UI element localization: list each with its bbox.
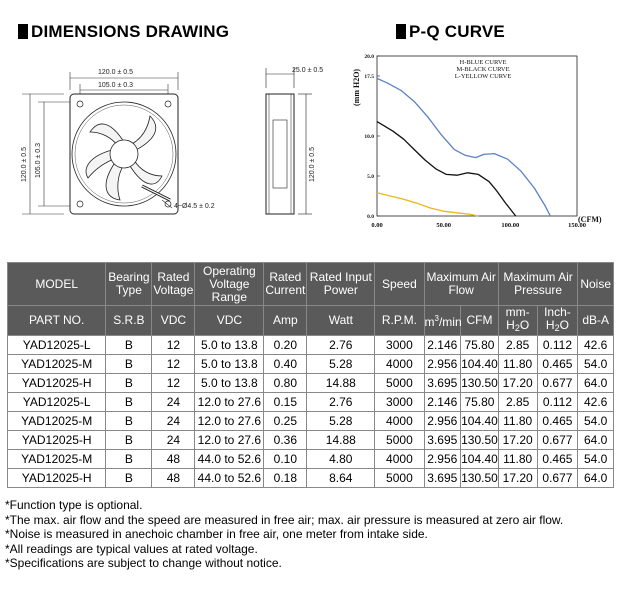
table-cell: 3.695 (424, 374, 461, 393)
table-cell: 8.64 (307, 469, 375, 488)
dimensions-drawing (10, 60, 340, 240)
col-speed: Speed (375, 263, 424, 306)
table-cell: 5.0 to 13.8 (195, 374, 264, 393)
table-row (8, 336, 614, 355)
col-rated-current: Rated Current (264, 263, 307, 306)
table-cell: 75.80 (461, 336, 499, 355)
unit-noise: dB-A (578, 306, 614, 336)
table-cell: YAD12025-L (8, 393, 106, 412)
table-cell: 5.28 (307, 412, 375, 431)
dim-width-hole: 105.0 ± 0.3 (98, 82, 133, 89)
table-row (8, 355, 614, 374)
table-cell: 24 (152, 412, 195, 431)
unit-range: VDC (195, 306, 264, 336)
table-cell: 0.36 (264, 431, 307, 450)
y-tick-label: 20.0 (364, 54, 374, 60)
col-max-air-flow: Maximum Air Flow (424, 263, 498, 306)
table-cell: 11.80 (498, 412, 537, 431)
table-cell: 11.80 (498, 355, 537, 374)
table-cell: 54.0 (578, 355, 614, 374)
table-cell: 12.0 to 27.6 (195, 393, 264, 412)
table-cell: YAD12025-H (8, 469, 106, 488)
col-operating-voltage: Operating Voltage Range (195, 263, 264, 306)
fan-front-view (70, 94, 178, 214)
table-cell: 4000 (375, 355, 424, 374)
table-cell: 0.677 (537, 431, 578, 450)
table-cell: 5000 (375, 374, 424, 393)
y-tick-label: 10.0 (364, 134, 374, 140)
table-cell: 42.6 (578, 393, 614, 412)
fan-side-view (266, 68, 312, 214)
table-cell: 48 (152, 469, 195, 488)
table-cell: 0.15 (264, 393, 307, 412)
table-cell: 0.465 (537, 355, 578, 374)
table-cell: 4000 (375, 412, 424, 431)
table-cell: 2.85 (498, 393, 537, 412)
table-cell: 130.50 (461, 374, 499, 393)
table-cell: 12 (152, 355, 195, 374)
table-row (8, 393, 614, 412)
table-cell: 75.80 (461, 393, 499, 412)
table-cell: 14.88 (307, 374, 375, 393)
title-square-icon (18, 24, 28, 39)
x-tick-label: 50.00 (436, 222, 451, 229)
table-cell: YAD12025-H (8, 431, 106, 450)
x-tick-label: 0.00 (371, 222, 383, 229)
footnote: *The max. air flow and the speed are measured in free air; max. air pressure is measured at zero air flow. (5, 512, 564, 527)
y-tick-label: 17.5 (364, 74, 374, 80)
table-cell: 0.25 (264, 412, 307, 431)
table-cell: 64.0 (578, 431, 614, 450)
table-cell: 44.0 to 52.6 (195, 450, 264, 469)
unit-current: Amp (264, 306, 307, 336)
table-cell: 0.112 (537, 336, 578, 355)
unit-m3min: $m^3/\min$ (424, 306, 461, 336)
x-tick-label: 100.00 (501, 222, 520, 229)
table-cell: B (106, 450, 152, 469)
table-cell: 2.146 (424, 393, 461, 412)
dim-width-outer: 120.0 ± 0.5 (98, 69, 133, 76)
table-cell: 0.677 (537, 374, 578, 393)
table-cell: 5000 (375, 431, 424, 450)
table-cell: 3.695 (424, 469, 461, 488)
unit-cfm: CFM (461, 306, 499, 336)
plot-frame (377, 56, 577, 216)
table-cell: 104.40 (461, 355, 499, 374)
dim-side-height: 120.0 ± 0.5 (309, 147, 316, 182)
col-rated-voltage: Rated Voltage (152, 263, 195, 306)
table-cell: 0.465 (537, 450, 578, 469)
unit-part-no: PART NO. (8, 306, 106, 336)
table-row (8, 374, 614, 393)
y-tick-label: 5.0 (367, 174, 374, 180)
dim-hole-diameter: 4−Ø4.5 ± 0.2 (174, 203, 215, 210)
legend-blue: H-BLUE CURVE (459, 59, 507, 66)
table-row (8, 450, 614, 469)
table-cell: 2.85 (498, 336, 537, 355)
dimensions-title-text: DIMENSIONS DRAWING (31, 22, 230, 41)
legend-black: M-BLACK CURVE (456, 66, 510, 73)
table-cell: 0.40 (264, 355, 307, 374)
title-square-icon (396, 24, 406, 39)
table-cell: 5.28 (307, 355, 375, 374)
table-cell: 64.0 (578, 374, 614, 393)
pq-title-text: P-Q CURVE (409, 22, 505, 41)
table-cell: 3.695 (424, 431, 461, 450)
table-cell: 3000 (375, 393, 424, 412)
footnote: *All readings are typical values at rated voltage. (5, 541, 258, 556)
table-cell: 17.20 (498, 469, 537, 488)
table-cell: 104.40 (461, 450, 499, 469)
table-cell: 2.956 (424, 355, 461, 374)
table-cell: 3000 (375, 336, 424, 355)
x-tick-label: 150.00 (568, 222, 586, 229)
table-cell: 0.18 (264, 469, 307, 488)
table-cell: 2.956 (424, 450, 461, 469)
dim-height-outer: 120.0 ± 0.5 (21, 147, 28, 182)
table-cell: B (106, 469, 152, 488)
table-cell: 4.80 (307, 450, 375, 469)
table-cell: YAD12025-L (8, 336, 106, 355)
pq-curve-chart (345, 48, 620, 238)
table-cell: 24 (152, 431, 195, 450)
table-cell: B (106, 412, 152, 431)
table-cell: 12.0 to 27.6 (195, 412, 264, 431)
table-cell: 2.76 (307, 336, 375, 355)
specifications-table (7, 262, 614, 488)
unit-inchh2o: Inch- $H_2O$ (537, 306, 578, 336)
table-cell: 64.0 (578, 469, 614, 488)
table-cell: 42.6 (578, 336, 614, 355)
unit-voltage: VDC (152, 306, 195, 336)
table-cell: YAD12025-M (8, 355, 106, 374)
table-cell: 54.0 (578, 450, 614, 469)
table-cell: 44.0 to 52.6 (195, 469, 264, 488)
legend-yellow: L-YELLOW CURVE (454, 73, 512, 80)
pq-curve-title (396, 22, 505, 42)
table-cell: 14.88 (307, 431, 375, 450)
col-bearing-type: Bearing Type (106, 263, 152, 306)
dim-height-hole: 105.0 ± 0.3 (35, 143, 42, 178)
table-cell: 24 (152, 393, 195, 412)
table-cell: B (106, 355, 152, 374)
table-row (8, 469, 614, 488)
table-cell: 0.465 (537, 412, 578, 431)
footnote: *Function type is optional. (5, 498, 143, 512)
table-cell: 48 (152, 450, 195, 469)
table-cell: 2.146 (424, 336, 461, 355)
table-row (8, 431, 614, 450)
table-cell: 0.20 (264, 336, 307, 355)
unit-power: Watt (307, 306, 375, 336)
footnotes (5, 498, 563, 571)
table-cell: 12.0 to 27.6 (195, 431, 264, 450)
table-cell: YAD12025-H (8, 374, 106, 393)
unit-speed: R.P.M. (375, 306, 424, 336)
table-cell: YAD12025-M (8, 412, 106, 431)
table-cell: 0.677 (537, 469, 578, 488)
table-cell: 11.80 (498, 450, 537, 469)
table-cell: B (106, 374, 152, 393)
table-cell: 17.20 (498, 431, 537, 450)
table-cell: 0.10 (264, 450, 307, 469)
col-rated-power: Rated Input Power (307, 263, 375, 306)
table-cell: B (106, 431, 152, 450)
table-cell: 5000 (375, 469, 424, 488)
table-cell: 0.80 (264, 374, 307, 393)
table-row (8, 412, 614, 431)
table-cell: 12 (152, 374, 195, 393)
table-cell: B (106, 393, 152, 412)
col-noise: Noise (578, 263, 614, 306)
col-max-air-pressure: Maximum Air Pressure (498, 263, 578, 306)
footnote: *Specifications are subject to change without notice. (5, 556, 282, 571)
dimensions-title (18, 22, 229, 42)
unit-mmh2o: mm- $H_2O$ (498, 306, 537, 336)
table-cell: 130.50 (461, 431, 499, 450)
table-cell: 5.0 to 13.8 (195, 336, 264, 355)
table-cell: 5.0 to 13.8 (195, 355, 264, 374)
footnote: *Noise is measured in anechoic chamber in free air, one meter from intake side. (5, 527, 428, 542)
table-cell: 12 (152, 336, 195, 355)
table-cell: YAD12025-M (8, 450, 106, 469)
table-cell: 54.0 (578, 412, 614, 431)
table-cell: 17.20 (498, 374, 537, 393)
unit-bearing: S.R.B (106, 306, 152, 336)
y-tick-label: 0.0 (367, 214, 374, 220)
table-cell: 104.40 (461, 412, 499, 431)
table-cell: B (106, 336, 152, 355)
col-model: MODEL (8, 263, 106, 306)
dim-depth: 25.0 ± 0.5 (292, 67, 324, 74)
table-cell: 2.76 (307, 393, 375, 412)
table-cell: 2.956 (424, 412, 461, 431)
table-cell: 130.50 (461, 469, 499, 488)
pq-xlabel: (CFM) (578, 215, 602, 224)
pq-ylabel: (mm H2O) (352, 68, 361, 106)
table-cell: 4000 (375, 450, 424, 469)
table-cell: 0.112 (537, 393, 578, 412)
